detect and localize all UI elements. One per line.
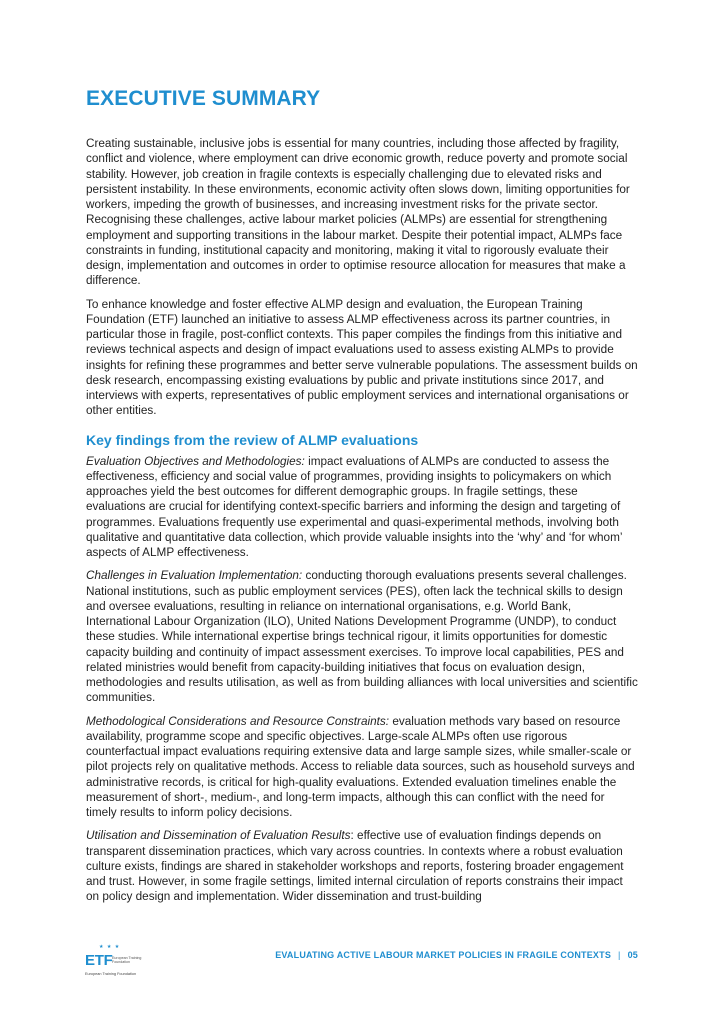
document-title: EVALUATING ACTIVE LABOUR MARKET POLICIES IN FRAGILE CONTEXTS: [275, 950, 612, 960]
footer-separator: |: [618, 950, 621, 960]
finding-lead: Challenges in Evaluation Implementation:: [86, 569, 303, 583]
finding-text: conducting thorough evaluations presents several challenges. National institutions, such as public employment services (PES), often lack the technical skills to design and oversee evaluations, resulting in reliance on international organisations, e.g. World Bank, International Labour Organization (ILO), United Nations Development Programme (UNDP), to conduct these studies. While international expertise brings technical rigour, it limits opportunities for domestic capacity building and continuity of impact assessment exercises. To improve local capabilities, PES and related ministries would benefit from capacity-building initiatives that focus on evaluation design, methodologies and results utilisation, as well as from building alliances with local universities and scientific communities.: [86, 569, 638, 705]
finding-text: evaluation methods vary based on resource availability, programme scope and specific objectives. Large-scale ALMPs often use rigorous counterfactual impact evaluations requiring extensive data and large sample sizes, while smaller-scale or pilot projects rely on qualitative methods. Access to reliable data sources, such as household surveys and administrative records, is critical for high-quality evaluations. Extended evaluation timelines enable the measurement of short-, medium-, and long-term impacts, although this can conflict with the need for timely results to inform policy decisions.: [86, 714, 635, 819]
page-title: EXECUTIVE SUMMARY: [86, 87, 321, 110]
logo-tagline: European Training Foundation: [85, 972, 137, 976]
finding-paragraph: [86, 568, 638, 705]
section-heading: Key findings from the review of ALMP evaluations: [86, 431, 419, 448]
finding-paragraph: [86, 714, 638, 821]
etf-logo: [85, 944, 155, 986]
finding-lead: Evaluation Objectives and Methodologies:: [86, 454, 305, 468]
finding-text: : effective use of evaluation findings depends on transparent dissemination practices, which vary across countries. In contexts where a robust evaluation culture exists, findings are shared in stakeholder workshops and reports, fostering broader engagement and trust. However, in some fragile settings, limited internal circulation of reports constrains their impact on policy design and implementation. Wider dissemination and trust-building: [86, 829, 624, 904]
body-text: [86, 136, 638, 913]
finding-paragraph: [86, 454, 638, 561]
finding-paragraph: [86, 828, 638, 904]
logo-wordmark: ETF: [85, 952, 113, 969]
intro-paragraph-2: To enhance knowledge and foster effective ALMP design and evaluation, the European Training Foundation (ETF) launched an initiative to assess ALMP effectiveness across its partner countries, in particular those in fragile, post-conflict contexts. This paper compiles the findings from this initiative and reviews technical aspects and design of impact evaluations used to assess existing ALMPs to provide insights for refining these programmes and better serve vulnerable populations. The assessment builds on desk research, encompassing existing evaluations by public and private institutions since 2017, and interviews with experts, representatives of public employment services and international organisations or other entities.: [86, 297, 638, 418]
footer-running-title: [275, 950, 638, 960]
page-footer: [0, 938, 724, 988]
finding-lead: Methodological Considerations and Resource Constraints:: [86, 714, 390, 728]
stars-icon: ★ ★ ★: [99, 944, 121, 950]
finding-text: impact evaluations of ALMPs are conducted to assess the effectiveness, efficiency and social value of programmes, providing insights to policymakers on which approaches yield the best outcomes for different demographic groups. In fragile settings, these evaluations are crucial for identifying context-specific barriers and informing the design and targeting of programmes. Evaluations frequently use experimental and quasi-experimental methods, involving both qualitative and quantitative data collection, which provide valuable insights into the ‘why’ and ‘for whom’ aspects of ALMP effectiveness.: [86, 454, 623, 559]
page-number: 05: [627, 950, 638, 960]
finding-lead: Utilisation and Dissemination of Evaluation Results: [86, 829, 351, 843]
logo-subtext: European Training Foundation: [112, 956, 142, 965]
intro-paragraph-1: Creating sustainable, inclusive jobs is essential for many countries, including those affected by fragility, conflict and violence, where employment can drive economic growth, reduce poverty and promote social stability. However, job creation in fragile contexts is especially challenging due to elevated risks and persistent instability. In these environments, economic activity often slows down, limiting opportunities for workers, impeding the growth of businesses, and increasing investment risks for the private sector. Recognising these challenges, active labour market policies (ALMPs) are essential for strengthening employment and supporting transitions in the labour market. Despite their potential impact, ALMPs face constraints in funding, institutional capacity and monitoring, making it vital to rigorously evaluate their design, implementation and outcomes in order to optimise resource allocation for measures that make a difference.: [86, 137, 630, 288]
